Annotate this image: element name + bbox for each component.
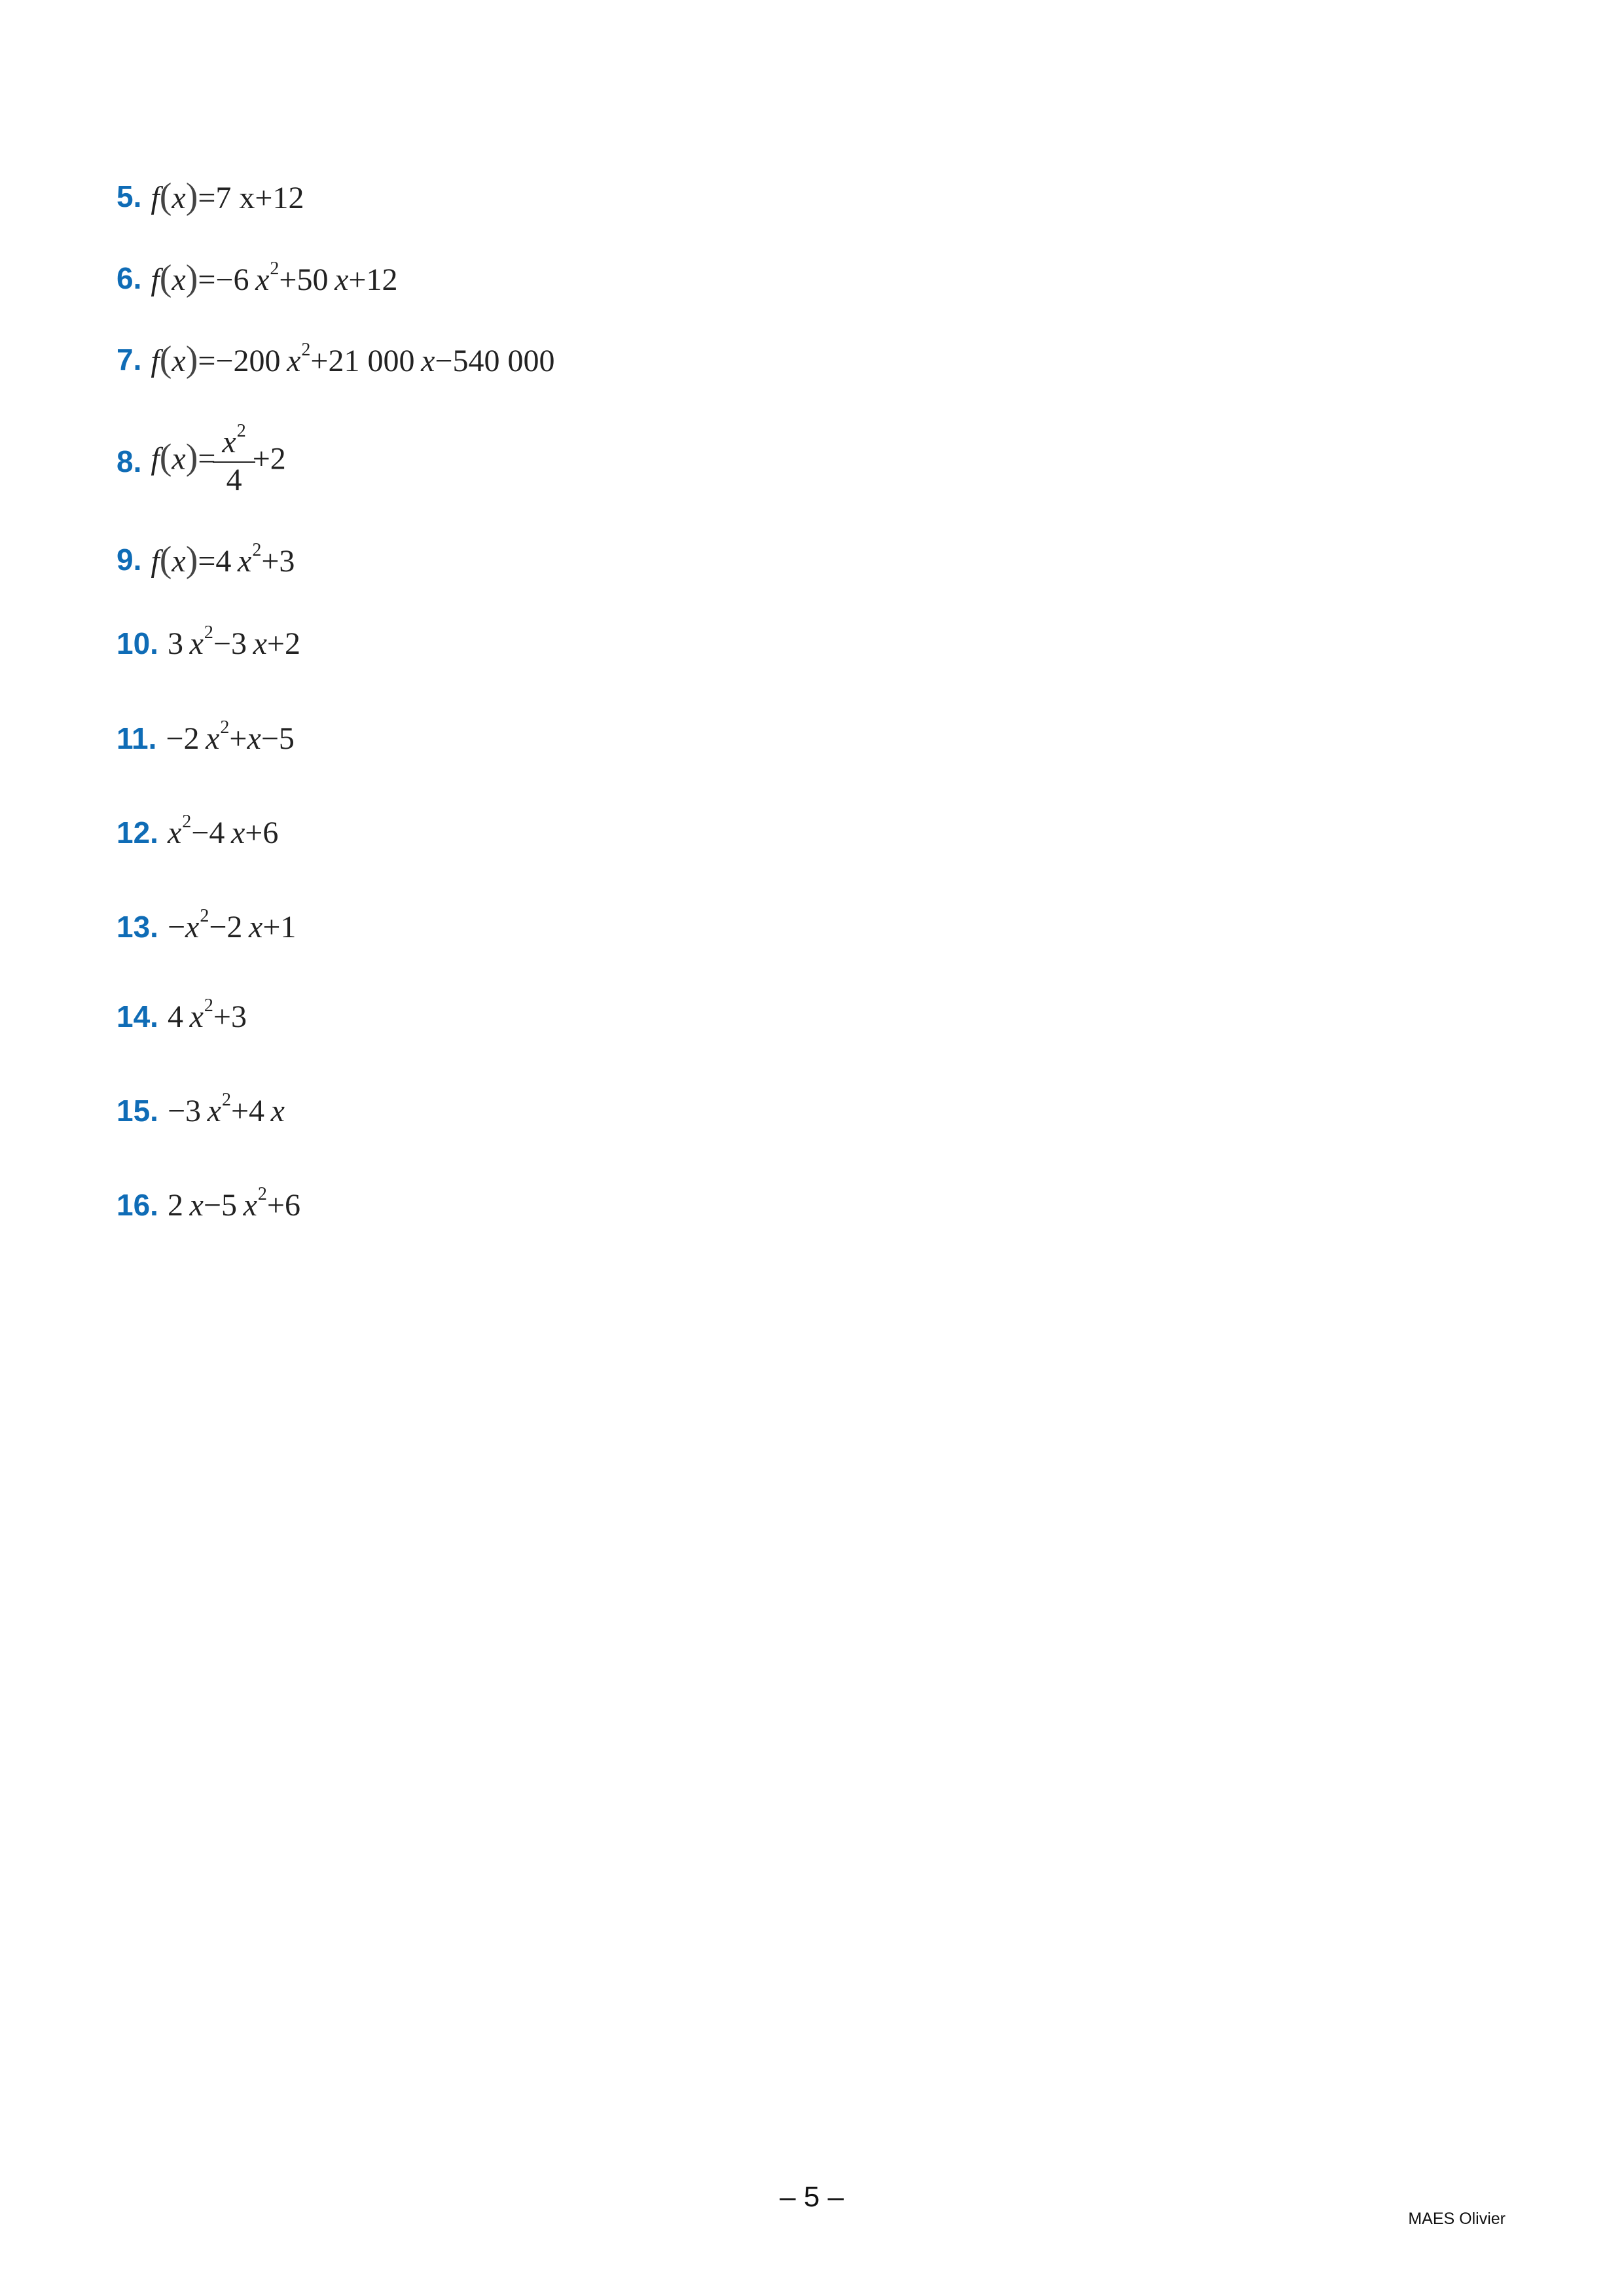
variable: x xyxy=(334,262,349,297)
function-expression: f(x)=−6 $x^2+50$ x+12 xyxy=(151,258,398,298)
exponent: 2 xyxy=(220,717,230,738)
exercise-10 xyxy=(117,607,300,679)
term: −4 xyxy=(191,815,225,850)
exercise-number: 15. xyxy=(117,1094,158,1128)
variable: x xyxy=(249,909,263,944)
exercise-number: 14. xyxy=(117,999,158,1033)
term: −3 xyxy=(213,626,247,661)
polynomial-expression xyxy=(167,622,300,662)
exercise-number: 10. xyxy=(117,626,158,660)
polynomial-expression xyxy=(167,811,279,851)
polynomial-expression xyxy=(167,1183,300,1223)
term: 2 xyxy=(167,1187,183,1223)
term: −2 xyxy=(166,721,200,756)
exponent: 2 xyxy=(252,540,262,560)
exercise-6 xyxy=(117,242,397,314)
exercise-number: 8. xyxy=(117,444,142,478)
term: +3 xyxy=(261,544,295,579)
exercise-14 xyxy=(117,980,247,1052)
variable: x xyxy=(171,544,186,579)
term: +3 xyxy=(213,999,247,1034)
exponent: 2 xyxy=(221,1089,231,1110)
exercise-7 xyxy=(117,323,554,395)
variable: x xyxy=(238,544,252,579)
exponent: 2 xyxy=(182,811,192,832)
variable: x xyxy=(247,721,261,756)
variable: x xyxy=(287,344,301,378)
equals-sign: = xyxy=(198,441,216,476)
exponent: 2 xyxy=(236,420,246,441)
exercise-13 xyxy=(117,891,296,963)
polynomial-expression xyxy=(167,1089,285,1129)
term: +6 xyxy=(245,815,279,850)
exponent: 2 xyxy=(200,905,209,926)
variable: x xyxy=(222,424,236,459)
exercise-number: 13. xyxy=(117,910,158,944)
term: −5 xyxy=(261,721,295,756)
term: −2 xyxy=(209,909,243,944)
polynomial-expression xyxy=(166,717,295,757)
function-expression: f(x)=7 x+12 xyxy=(151,176,304,217)
exercise-5 xyxy=(117,160,304,232)
term: 4 xyxy=(167,999,183,1034)
exercise-number: 9. xyxy=(117,543,142,577)
variable: x xyxy=(189,626,204,661)
function-expression: f(x)= $\frac{x^2}{4}$ +2 xyxy=(151,420,286,497)
term: =−6 xyxy=(198,262,249,297)
term: −5 xyxy=(203,1187,237,1223)
variable: x xyxy=(230,815,245,850)
polynomial-expression xyxy=(167,905,297,945)
term: +1 xyxy=(262,909,297,944)
exercise-number: 11. xyxy=(117,721,157,755)
term: − xyxy=(167,909,186,944)
function-name: f xyxy=(151,262,160,297)
term: −540 000 xyxy=(435,344,555,378)
author-name: MAES Olivier xyxy=(1408,2210,1506,2228)
variable: x xyxy=(255,262,270,297)
term: 3 xyxy=(167,626,183,661)
exponent: 2 xyxy=(270,259,280,279)
exponent: 2 xyxy=(257,1183,267,1204)
exercise-9 xyxy=(117,524,295,596)
function-name: f xyxy=(151,344,160,378)
term: +50 xyxy=(279,262,329,297)
exponent: 2 xyxy=(204,995,213,1016)
exercise-number: 6. xyxy=(117,261,142,295)
term: =−200 xyxy=(198,344,281,378)
variable: x xyxy=(207,1093,221,1128)
exercise-number: 12. xyxy=(117,816,158,850)
variable: x xyxy=(253,626,267,661)
page-number: – 5 – xyxy=(780,2181,844,2213)
term: +6 xyxy=(266,1187,300,1223)
variable: x xyxy=(270,1093,285,1128)
fraction-numerator xyxy=(218,420,249,461)
variable: x xyxy=(171,344,186,378)
variable: x xyxy=(189,999,204,1034)
exercise-12 xyxy=(117,797,278,869)
variable: x xyxy=(167,815,182,850)
exercise-number: 16. xyxy=(117,1188,158,1222)
term: =4 xyxy=(198,544,232,579)
variable: x xyxy=(171,262,186,297)
exponent: 2 xyxy=(301,340,311,360)
variable: x xyxy=(185,909,200,944)
exercise-15 xyxy=(117,1075,285,1147)
exercise-8 xyxy=(117,422,286,501)
function-expression: f(x)=−200 $x^2+21$ 000 x−540 000 xyxy=(151,339,555,380)
exponent: 2 xyxy=(204,622,213,643)
function-expression: f(x)=4 $x^2+3$ xyxy=(151,539,295,580)
term: +2 xyxy=(252,441,286,476)
term: +2 xyxy=(266,626,300,661)
variable: x xyxy=(243,1187,257,1223)
exercise-number: 5. xyxy=(117,179,142,213)
variable: x xyxy=(171,181,186,215)
polynomial-expression xyxy=(167,995,247,1035)
term: +21 000 xyxy=(310,344,415,378)
fraction-denominator: 4 xyxy=(213,461,255,497)
term: + xyxy=(229,721,247,756)
function-name: f xyxy=(151,181,160,215)
exercise-number: 7. xyxy=(117,342,142,376)
expression-rhs: =7 x+12 xyxy=(198,181,304,215)
function-name: f xyxy=(151,441,160,476)
variable: x xyxy=(206,721,220,756)
exercise-16 xyxy=(117,1169,300,1241)
variable: x xyxy=(171,441,186,476)
exercise-11 xyxy=(117,702,295,774)
term: +4 xyxy=(230,1093,265,1128)
function-name: f xyxy=(151,544,160,579)
term: +12 xyxy=(348,262,398,297)
fraction xyxy=(218,420,249,497)
term: −3 xyxy=(167,1093,202,1128)
variable: x xyxy=(421,344,435,378)
variable: x xyxy=(189,1187,204,1223)
